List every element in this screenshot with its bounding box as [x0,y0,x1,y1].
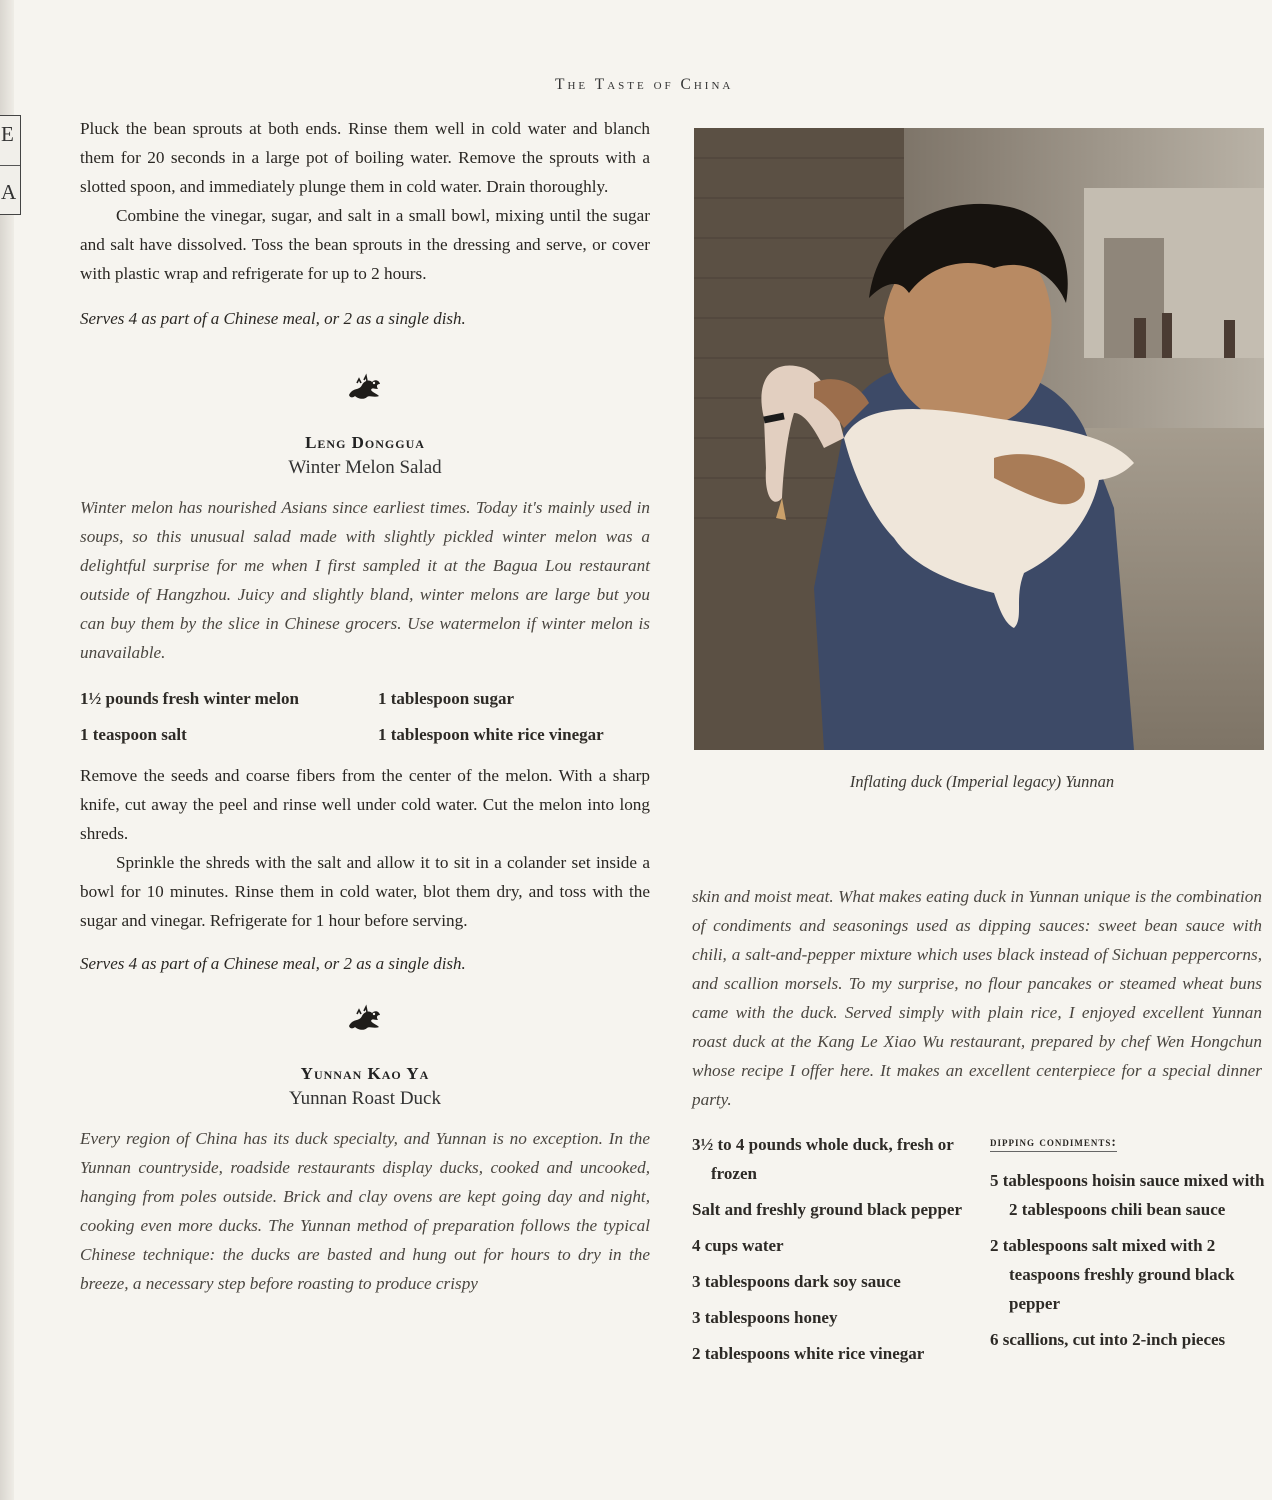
ingredient-item: Salt and freshly ground black pepper [692,1200,963,1219]
left-column [80,114,650,1298]
recipe-subtitle-duck: Yunnan Roast Duck [289,1088,441,1109]
serves-note-melon: Serves 4 as part of a Chinese meal, or 2 as a single dish. [80,954,466,973]
ingredient-item: 2 tablespoons white rice vinegar [692,1344,925,1363]
dipping-item: 6 scallions, cut into 2-inch pieces [990,1330,1226,1349]
chapter-tab-rule [0,165,20,166]
dipping-item: 2 tablespoons salt mixed with 2 teaspoons freshly ground black pepper [990,1236,1235,1313]
recipe-title-duck: Yunnan Kao Ya [300,1064,430,1083]
ingredient-item: 3½ to 4 pounds whole duck, fresh or frozen [692,1135,954,1183]
running-head [555,76,795,94]
bean-sprouts-step-2: Combine the vinegar, sugar, and salt in a small bowl, mixing until the sugar and salt have dissolved. Toss the bean sprouts in the dressing and serve, or cover with plastic wrap and refrigerate for up to 2 hours. [80,206,650,283]
melon-step-1: Remove the seeds and coarse fibers from the center of the melon. With a sharp knife, cut away the peel and rinse well under cold water. Cut the melon into long shreds. [80,766,650,843]
bean-sprouts-step-1: Pluck the bean sprouts at both ends. Rinse them well in cold water and blanch them for 20 seconds in a large pot of boiling water. Remove the sprouts with a slotted spoon, and immediately plunge them in cold water. Drain thoroughly. [80,119,650,196]
page-gutter-shadow [0,0,17,1500]
chapter-tab [0,115,21,215]
photo-inflating-duck [694,128,1264,750]
ingredient-item: 3 tablespoons dark soy sauce [692,1272,901,1291]
dragon-ornament-icon [345,1004,385,1034]
ingredient-item: 3 tablespoons honey [692,1308,838,1327]
recipe-intro-melon: Winter melon has nourished Asians since earliest times. Today it's mainly used in soups, so this unusual salad made with slightly pickled winter melon was a delightful surprise for me when I first sampled it at the Bagua Lou restaurant outside of Hangzhou. Juicy and slightly bland, winter melons are large but you can buy them by the slice in Chinese grocers. Use watermelon if winter melon is unavailable. [80,498,650,662]
recipe-intro-duck: Every region of China has its duck specialty, and Yunnan is no exception. In the Yunnan countryside, roadside restaurants display ducks, cooked and uncooked, hanging from poles outside. Brick and clay ovens are kept going day and night, cooking even more ducks. The Yunnan method of preparation follows the typical Chinese technique: the ducks are basted and hung out for hours to dry in the breeze, a necessary step before roasting to produce crispy [80,1129,650,1293]
running-head-text: The Taste of China [555,76,734,93]
ingredient-item: 1½ pounds fresh winter melon [80,689,299,708]
chapter-tab-letter-bottom: A [1,180,17,204]
photo-illustration [694,128,1264,750]
dipping-condiments-list [990,1130,1268,1361]
serves-note: Serves 4 as part of a Chinese meal, or 2 as a single dish. [80,309,466,328]
ingredient-item: 1 tablespoon sugar [378,689,515,708]
dipping-item: 5 tablespoons hoisin sauce mixed with 2 tablespoons chili bean sauce [990,1171,1265,1219]
duck-ingredient-list [692,1130,977,1375]
ingredient-item: 1 tablespoon white rice vinegar [378,725,604,744]
ingredients-melon [80,685,650,749]
photo-caption: Inflating duck (Imperial legacy) Yunnan [849,772,1115,791]
dipping-condiments-heading: dipping condiments: [990,1134,1117,1152]
recipe-title-melon: Leng Donggua [305,433,425,452]
chapter-tab-letter-top: E [1,122,14,146]
recipe-intro-duck-continued: skin and moist meat. What makes eating duck in Yunnan unique is the combination of condiments and seasonings used as dipping sauces: sweet bean sauce with chili, a salt-and-pepper mixture which uses black instead of Sichuan peppercorns, and scallion morsels. To my surprise, no flour pancakes or steamed wheat buns came with the duck. Served simply with plain rice, I enjoyed excellent Yunnan roast duck at the Kang Le Xiao Wu restaurant, prepared by chef Wen Hongchun whose recipe I offer here. It makes an excellent centerpiece for a special dinner party. [692,887,1262,1109]
ingredient-item: 4 cups water [692,1236,784,1255]
dragon-ornament-icon [345,373,385,403]
melon-step-2: Sprinkle the shreds with the salt and allow it to sit in a colander set inside a bowl for 10 minutes. Rinse them in cold water, blot them dry, and toss with the sugar and vinegar. Refrigerate for 1 hour before serving. [80,853,650,930]
ingredient-item: 1 teaspoon salt [80,725,187,744]
right-column [692,882,1262,1114]
recipe-subtitle-melon: Winter Melon Salad [288,457,442,478]
